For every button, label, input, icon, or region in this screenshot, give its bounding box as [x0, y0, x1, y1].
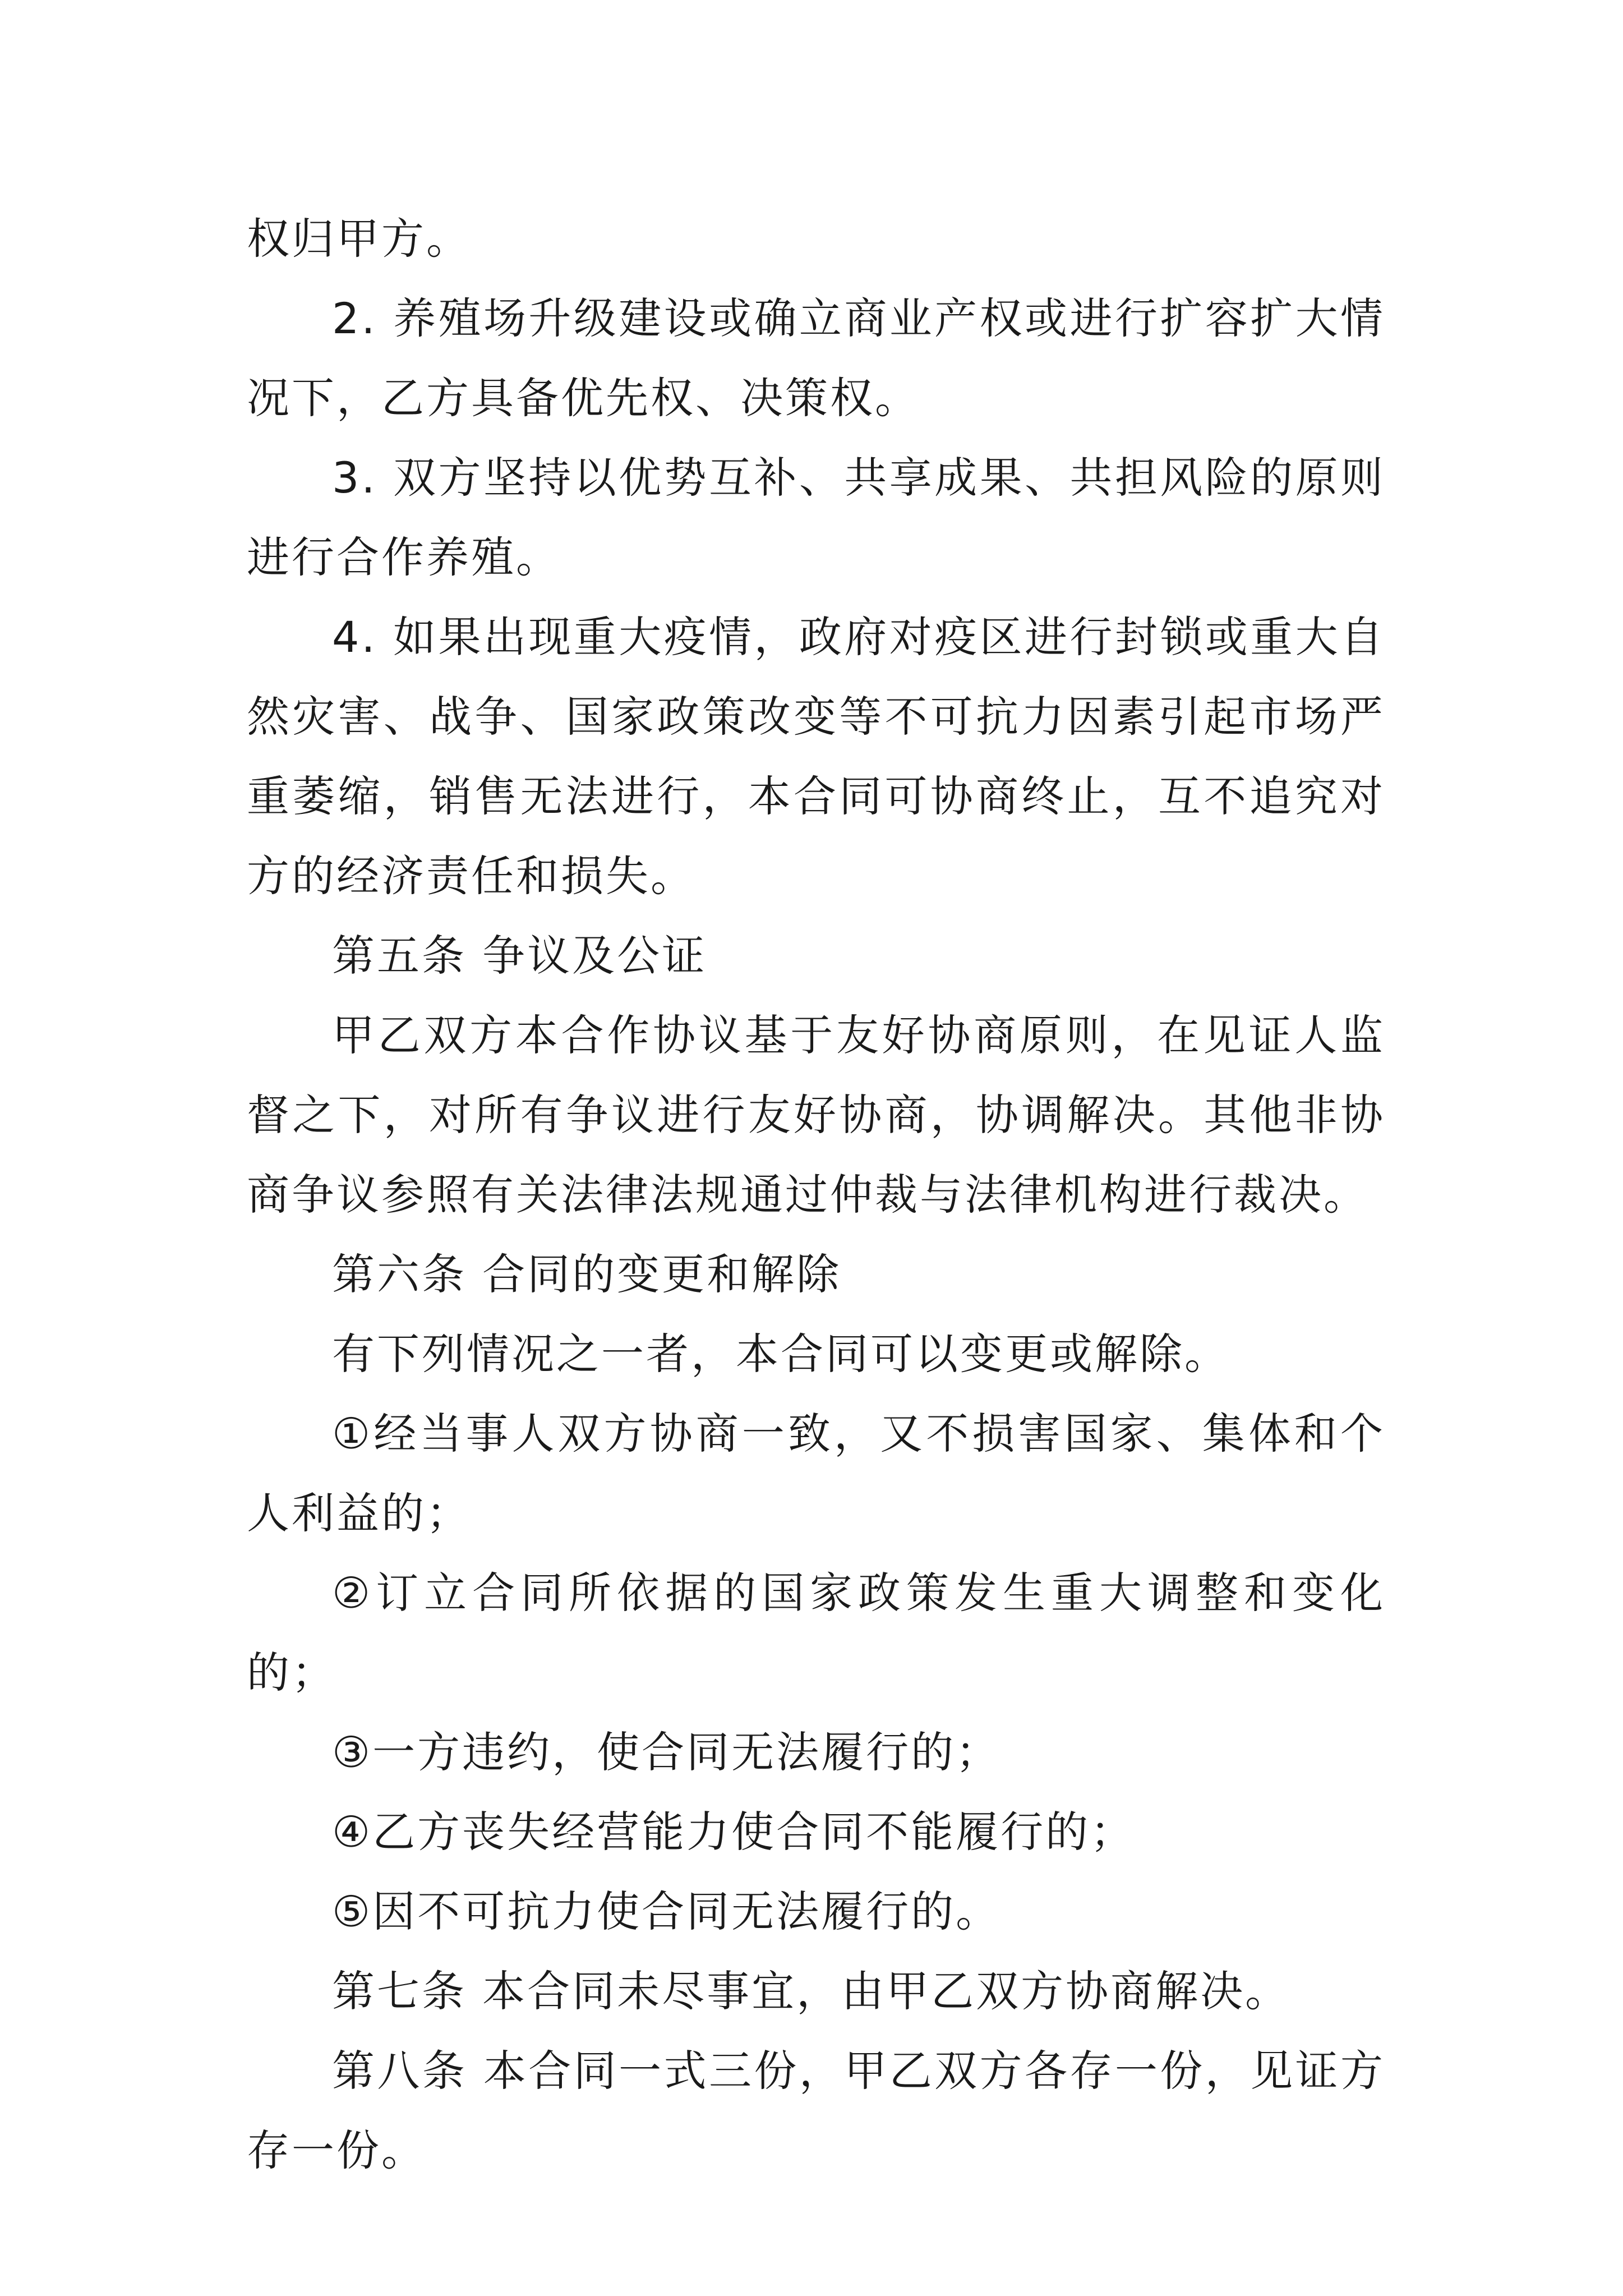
- paragraph-clause-4: 4. 如果出现重大疫情，政府对疫区进行封锁或重大自然灾害、战争、国家政策改变等不可抗力因素引起市场严重萎缩，销售无法进行，本合同可协商终止，互不追究对方的经济责任和损失。: [247, 612, 1385, 901]
- document-body: [247, 199, 1385, 2191]
- list-item-condition-4: ④乙方丧失经营能力使合同不能履行的；: [332, 1807, 1136, 1857]
- list-item-condition-5: ⑤因不可抗力使合同无法履行的。: [332, 1887, 1001, 1936]
- paragraph-ownership-tail: 权归甲方。: [247, 214, 471, 264]
- heading-article-5: 第五条 争议及公证: [332, 931, 707, 981]
- paragraph-article-6-intro: 有下列情况之一者，本合同可以变更或解除。: [332, 1329, 1229, 1379]
- paragraph-clause-2: 2. 养殖场升级建设或确立商业产权或进行扩容扩大情况下，乙方具备优先权、决策权。: [247, 293, 1385, 423]
- list-item-condition-1: ①经当事人双方协商一致，又不损害国家、集体和个人利益的；: [247, 1409, 1385, 1538]
- list-item-condition-2: ②订立合同所依据的国家政策发生重大调整和变化的；: [247, 1568, 1385, 1697]
- paragraph-article-8: 第八条 本合同一式三份，甲乙双方各存一份，见证方存一份。: [247, 2046, 1385, 2175]
- paragraph-clause-3: 3. 双方坚持以优势互补、共享成果、共担风险的原则进行合作养殖。: [247, 453, 1385, 582]
- list-item-condition-3: ③一方违约，使合同无法履行的；: [332, 1727, 1001, 1777]
- paragraph-article-7: 第七条 本合同未尽事宜，由甲乙双方协商解决。: [332, 1966, 1290, 2016]
- heading-article-6: 第六条 合同的变更和解除: [332, 1249, 842, 1299]
- paragraph-article-5-body: 甲乙双方本合作协议基于友好协商原则，在见证人监督之下，对所有争议进行友好协商，协调解决。其他非协商争议参照有关法律法规通过仲裁与法律机构进行裁决。: [247, 1010, 1385, 1220]
